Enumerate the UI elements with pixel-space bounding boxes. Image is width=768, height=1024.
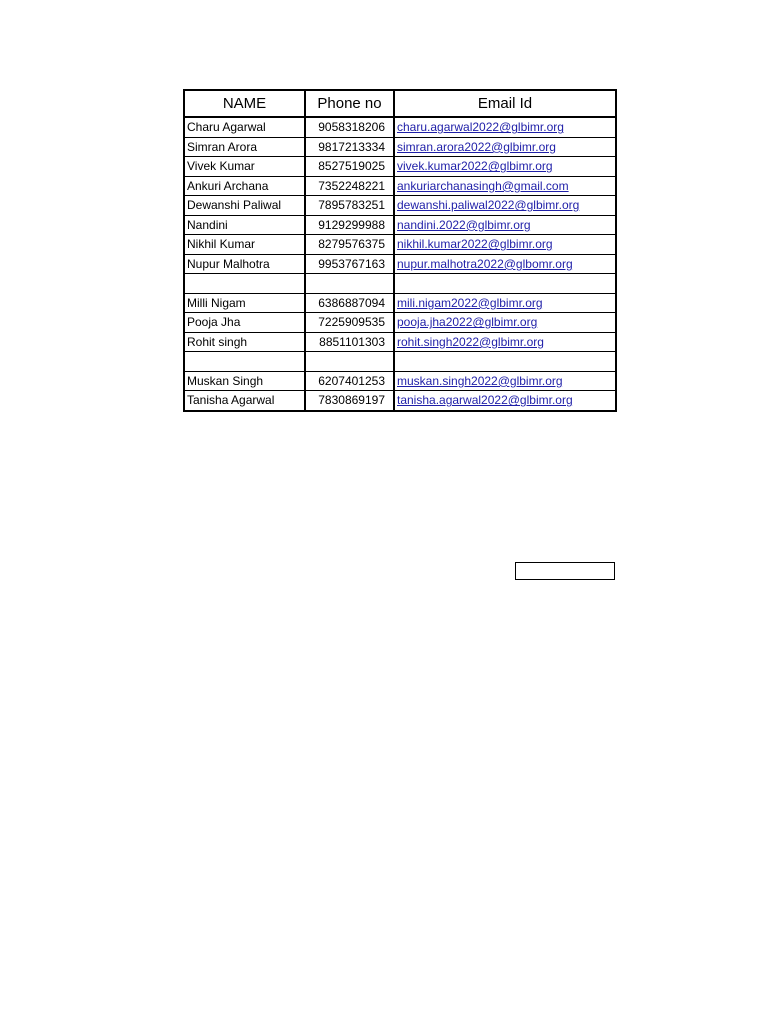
phone-cell: 9129299988	[305, 215, 394, 235]
email-cell	[394, 215, 616, 235]
table-row	[184, 176, 616, 196]
table-row	[184, 254, 616, 274]
email-link[interactable]: mili.nigam2022@glbimr.org	[397, 295, 543, 310]
email-link[interactable]: pooja.jha2022@glbimr.org	[397, 315, 538, 330]
phone-cell: 6207401253	[305, 371, 394, 391]
name-cell: Charu Agarwal	[184, 117, 305, 137]
email-link[interactable]: nandini.2022@glbimr.org	[397, 217, 531, 232]
email-cell	[394, 196, 616, 216]
email-link[interactable]: dewanshi.paliwal2022@glbimr.org	[397, 198, 580, 213]
name-cell: Simran Arora	[184, 137, 305, 157]
name-cell: Nikhil Kumar	[184, 235, 305, 255]
phone-cell	[305, 352, 394, 372]
table-row	[184, 332, 616, 352]
table-row	[184, 157, 616, 177]
email-link[interactable]: muskan.singh2022@glbimr.org	[397, 373, 563, 388]
header-phone: Phone no	[305, 90, 394, 117]
contacts-table	[183, 89, 617, 412]
name-cell: Pooja Jha	[184, 313, 305, 333]
email-link[interactable]: tanisha.agarwal2022@glbimr.org	[397, 393, 573, 408]
phone-cell: 7830869197	[305, 391, 394, 411]
email-link[interactable]: vivek.kumar2022@glbimr.org	[397, 159, 553, 174]
email-cell	[394, 176, 616, 196]
table-row	[184, 371, 616, 391]
name-cell	[184, 352, 305, 372]
phone-cell: 9817213334	[305, 137, 394, 157]
email-link[interactable]: nupur.malhotra2022@glbomr.org	[397, 256, 573, 271]
table-row	[184, 352, 616, 372]
phone-cell: 7895783251	[305, 196, 394, 216]
email-link[interactable]: ankuriarchanasingh@gmail.com	[397, 178, 569, 193]
name-cell: Vivek Kumar	[184, 157, 305, 177]
email-cell	[394, 313, 616, 333]
email-cell	[394, 117, 616, 137]
name-cell: Rohit singh	[184, 332, 305, 352]
email-cell	[394, 391, 616, 411]
phone-cell: 8279576375	[305, 235, 394, 255]
name-cell: Nupur Malhotra	[184, 254, 305, 274]
name-cell: Milli Nigam	[184, 293, 305, 313]
phone-cell: 9953767163	[305, 254, 394, 274]
email-link[interactable]: simran.arora2022@glbimr.org	[397, 139, 556, 154]
table-row	[184, 293, 616, 313]
table-row	[184, 391, 616, 411]
table-row	[184, 313, 616, 333]
phone-cell: 9058318206	[305, 117, 394, 137]
table-row	[184, 274, 616, 294]
table-row	[184, 196, 616, 216]
name-cell: Muskan Singh	[184, 371, 305, 391]
phone-cell: 7352248221	[305, 176, 394, 196]
name-cell: Ankuri Archana	[184, 176, 305, 196]
header-row	[184, 90, 616, 117]
email-cell	[394, 352, 616, 372]
email-link[interactable]: nikhil.kumar2022@glbimr.org	[397, 237, 553, 252]
table-row	[184, 235, 616, 255]
name-cell: Dewanshi Paliwal	[184, 196, 305, 216]
name-cell	[184, 274, 305, 294]
email-cell	[394, 332, 616, 352]
phone-cell	[305, 274, 394, 294]
email-link[interactable]: rohit.singh2022@glbimr.org	[397, 334, 544, 349]
phone-cell: 8527519025	[305, 157, 394, 177]
email-cell	[394, 293, 616, 313]
header-email: Email Id	[394, 90, 616, 117]
email-cell	[394, 137, 616, 157]
name-cell: Nandini	[184, 215, 305, 235]
table-row	[184, 117, 616, 137]
empty-cell-box	[515, 562, 615, 580]
phone-cell: 8851101303	[305, 332, 394, 352]
email-cell	[394, 157, 616, 177]
name-cell: Tanisha Agarwal	[184, 391, 305, 411]
header-name: NAME	[184, 90, 305, 117]
email-cell	[394, 274, 616, 294]
table-row	[184, 215, 616, 235]
phone-cell: 6386887094	[305, 293, 394, 313]
email-link[interactable]: charu.agarwal2022@glbimr.org	[397, 120, 564, 135]
email-cell	[394, 235, 616, 255]
table-row	[184, 137, 616, 157]
email-cell	[394, 371, 616, 391]
phone-cell: 7225909535	[305, 313, 394, 333]
email-cell	[394, 254, 616, 274]
